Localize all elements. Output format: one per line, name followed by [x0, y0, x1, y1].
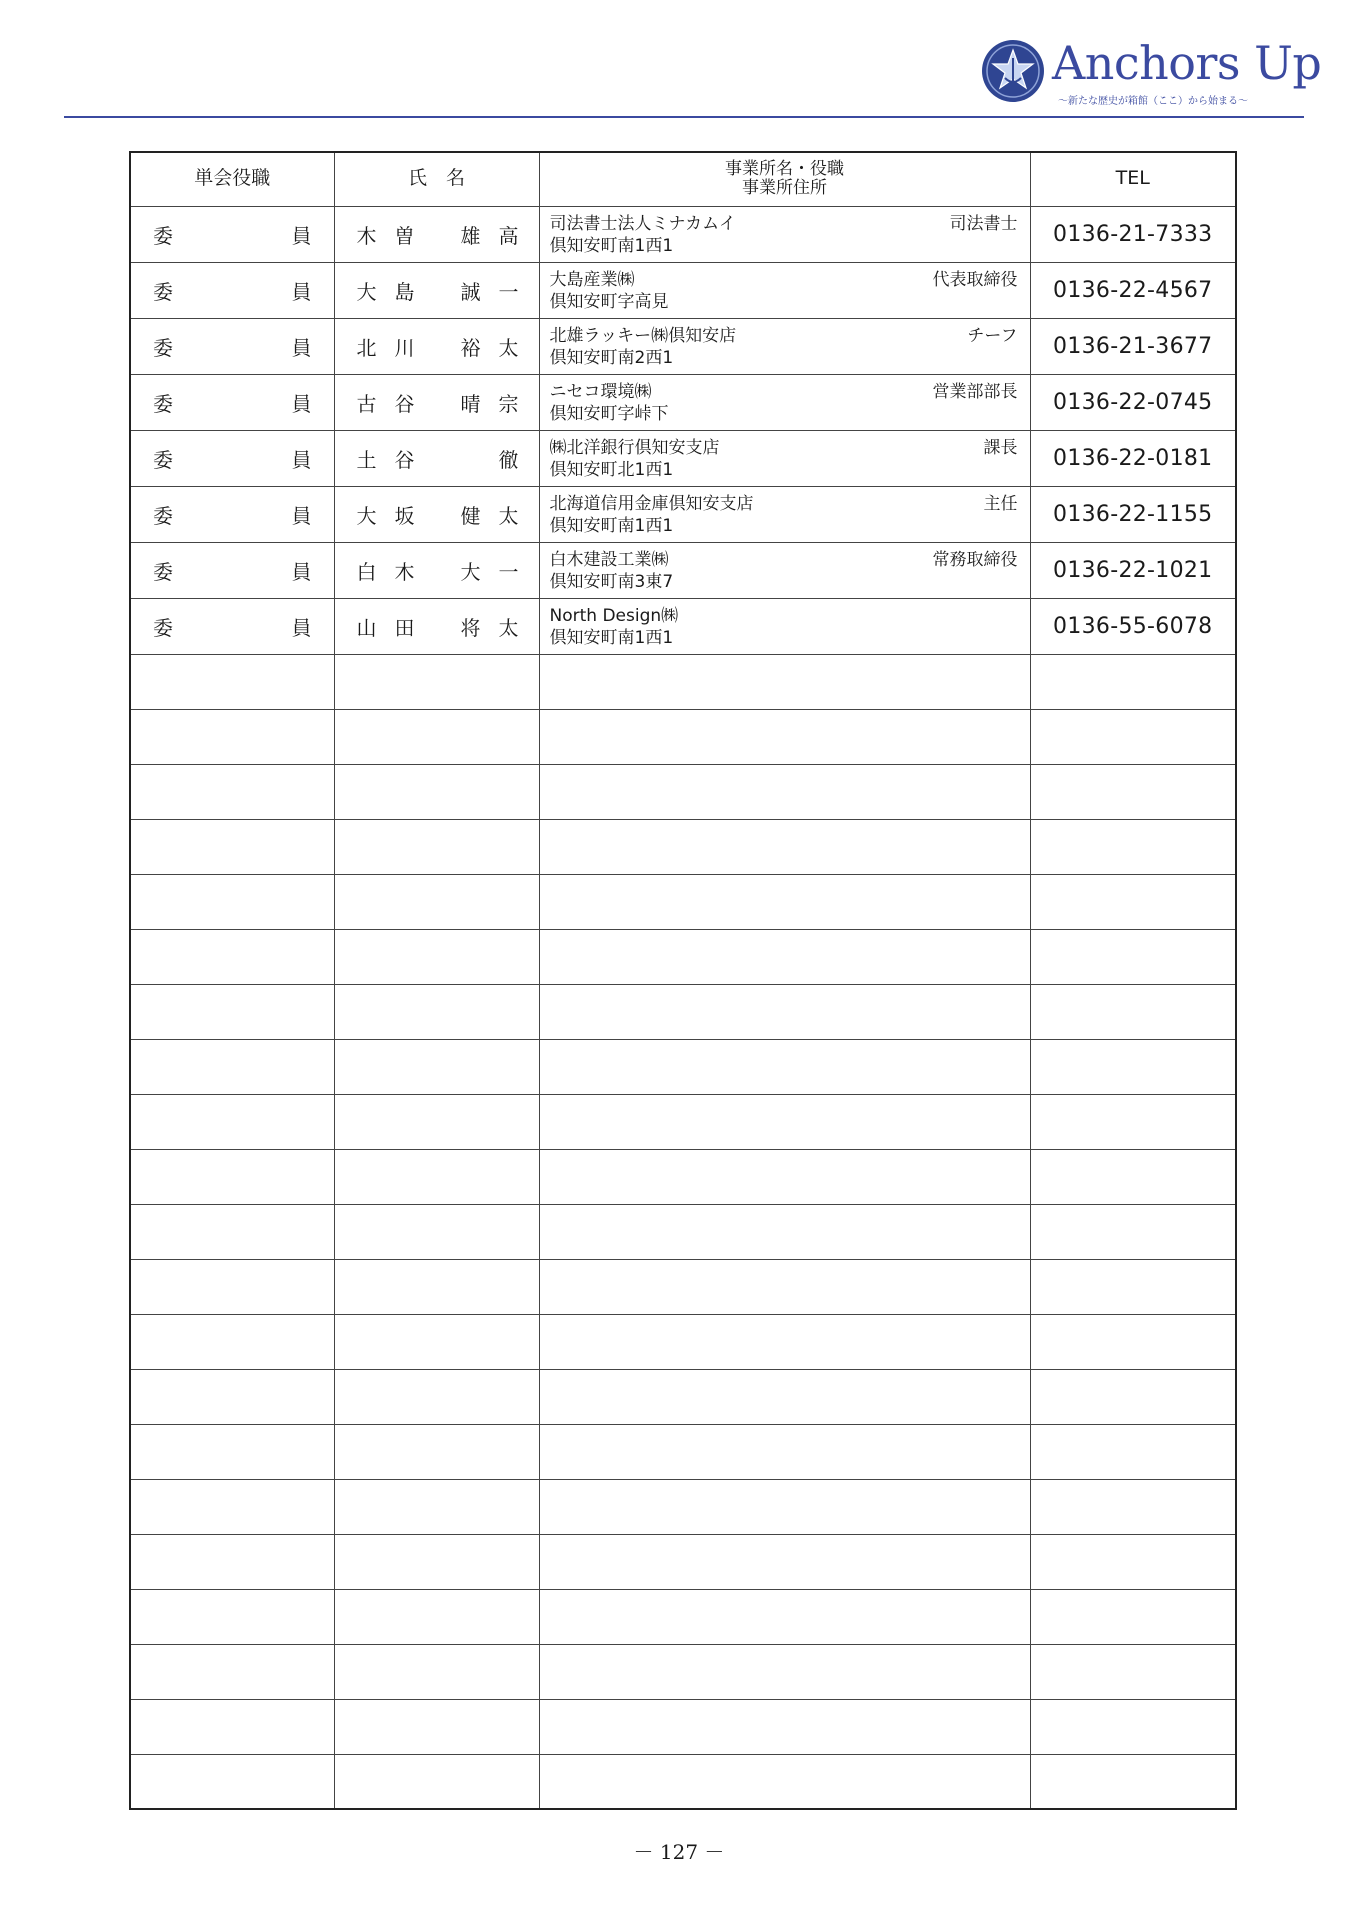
empty-cell	[539, 1754, 1030, 1809]
column-header-tel: TEL	[1030, 152, 1236, 206]
role-char: 委	[153, 391, 173, 416]
empty-cell	[539, 1644, 1030, 1699]
family-name-char: 田	[394, 615, 415, 640]
family-name-char: 山	[356, 615, 377, 640]
empty-cell	[1030, 984, 1236, 1039]
column-header-office	[539, 152, 1030, 206]
company-name: 大島産業㈱	[549, 269, 635, 290]
empty-cell	[539, 1424, 1030, 1479]
table-row-empty	[130, 709, 1236, 764]
empty-cell	[539, 1149, 1030, 1204]
given-name	[461, 612, 519, 641]
role-char: 員	[291, 559, 312, 584]
office-address: 倶知安町南1西1	[549, 627, 674, 648]
company-name: ㈱北洋銀行倶知安支店	[549, 437, 720, 458]
given-name	[461, 500, 519, 529]
role-cell	[130, 206, 334, 262]
empty-cell	[1030, 1204, 1236, 1259]
office-address: 倶知安町南1西1	[549, 515, 674, 536]
empty-cell	[334, 1094, 539, 1149]
empty-cell	[1030, 929, 1236, 984]
given-name-char: 誠	[460, 279, 481, 304]
given-name-char: 一	[498, 279, 519, 304]
given-name-char: 一	[498, 559, 519, 584]
empty-cell	[1030, 1094, 1236, 1149]
family-name-char: 坂	[394, 503, 415, 528]
office-cell	[539, 374, 1030, 430]
given-name-char: 高	[498, 223, 519, 248]
role-char: 委	[153, 335, 173, 360]
empty-cell	[334, 1149, 539, 1204]
company-name: North Design㈱	[549, 605, 679, 626]
empty-cell	[130, 874, 334, 929]
role-char: 員	[291, 447, 312, 472]
table-row-empty	[130, 1204, 1236, 1259]
job-title: 営業部部長	[932, 381, 1018, 402]
logo-tagline: 〜新たな歴史が箱館（ここ）から始まる〜	[1058, 96, 1248, 107]
empty-cell	[539, 819, 1030, 874]
name-cell	[334, 318, 539, 374]
page-number: － 127 －	[633, 1840, 725, 1864]
family-name-char: 土	[356, 447, 377, 472]
table-row	[130, 542, 1236, 598]
empty-cell	[130, 1424, 334, 1479]
empty-cell	[334, 929, 539, 984]
job-title: チーフ	[967, 325, 1018, 346]
job-title: 常務取締役	[932, 549, 1018, 570]
empty-cell	[334, 1314, 539, 1369]
role-char: 委	[153, 503, 173, 528]
given-name-char: 将	[460, 615, 481, 640]
empty-cell	[539, 874, 1030, 929]
empty-cell	[130, 1699, 334, 1754]
tel-cell: 0136-21-7333	[1030, 206, 1236, 262]
empty-cell	[539, 709, 1030, 764]
family-name-char: 木	[356, 223, 377, 248]
empty-cell	[539, 1369, 1030, 1424]
company-name: 北海道信用金庫倶知安支店	[549, 493, 754, 514]
column-header-office-line2: 事業所住所	[742, 178, 827, 199]
empty-cell	[334, 984, 539, 1039]
empty-cell	[539, 654, 1030, 709]
role-char: 員	[291, 615, 312, 640]
empty-cell	[130, 1369, 334, 1424]
given-name-char: 徹	[498, 447, 519, 472]
given-name-char: 宗	[498, 391, 519, 416]
empty-cell	[334, 1424, 539, 1479]
company-name: 北雄ラッキー㈱倶知安店	[549, 325, 737, 346]
empty-cell	[130, 1094, 334, 1149]
role-char: 員	[291, 279, 312, 304]
empty-cell	[130, 764, 334, 819]
table-row	[130, 318, 1236, 374]
table-row-empty	[130, 874, 1236, 929]
role-cell	[130, 430, 334, 486]
office-cell	[539, 486, 1030, 542]
empty-cell	[334, 874, 539, 929]
given-name-char: 太	[498, 503, 519, 528]
office-cell	[539, 318, 1030, 374]
empty-cell	[1030, 1039, 1236, 1094]
tel-cell: 0136-55-6078	[1030, 598, 1236, 654]
table-header-row	[130, 152, 1236, 206]
empty-cell	[130, 654, 334, 709]
table-row-empty	[130, 1644, 1236, 1699]
role-char: 委	[153, 223, 173, 248]
empty-cell	[130, 1204, 334, 1259]
job-title: 代表取締役	[932, 269, 1018, 290]
empty-cell	[130, 1644, 334, 1699]
table-row-empty	[130, 984, 1236, 1039]
office-address: 倶知安町字高見	[549, 291, 669, 312]
empty-cell	[1030, 1149, 1236, 1204]
name-cell	[334, 542, 539, 598]
column-header-name: 氏 名	[334, 152, 539, 206]
tel-cell: 0136-21-3677	[1030, 318, 1236, 374]
family-name	[357, 332, 415, 361]
empty-cell	[1030, 1369, 1236, 1424]
column-header-role: 単会役職	[130, 152, 334, 206]
role-char: 委	[153, 447, 173, 472]
empty-cell	[539, 764, 1030, 819]
table-row	[130, 374, 1236, 430]
office-address: 倶知安町南1西1	[549, 235, 674, 256]
office-cell	[539, 206, 1030, 262]
empty-cell	[334, 1754, 539, 1809]
empty-cell	[334, 1534, 539, 1589]
family-name-char: 大	[356, 503, 377, 528]
header-logo	[980, 34, 1322, 114]
empty-cell	[1030, 1314, 1236, 1369]
member-roster-table	[129, 151, 1237, 1810]
empty-cell	[130, 1314, 334, 1369]
role-char: 委	[153, 559, 173, 584]
tel-cell: 0136-22-4567	[1030, 262, 1236, 318]
role-char: 員	[291, 335, 312, 360]
empty-cell	[539, 1094, 1030, 1149]
family-name	[357, 444, 415, 473]
family-name-char: 木	[394, 559, 415, 584]
empty-cell	[1030, 819, 1236, 874]
name-cell	[334, 486, 539, 542]
family-name-char: 曽	[394, 223, 415, 248]
column-header-office-line1: 事業所名・役職	[725, 158, 844, 179]
company-name: 司法書士法人ミナカムイ	[549, 213, 736, 234]
table-row-empty	[130, 1039, 1236, 1094]
empty-cell	[130, 1754, 334, 1809]
empty-cell	[1030, 1754, 1236, 1809]
empty-cell	[130, 1479, 334, 1534]
role-char: 委	[153, 279, 173, 304]
empty-cell	[130, 929, 334, 984]
name-cell	[334, 598, 539, 654]
table-row-empty	[130, 1754, 1236, 1809]
empty-cell	[539, 1699, 1030, 1754]
empty-cell	[334, 819, 539, 874]
given-name-char: 裕	[460, 335, 481, 360]
company-name: 白木建設工業㈱	[549, 549, 669, 570]
given-name	[461, 556, 519, 585]
empty-cell	[1030, 1534, 1236, 1589]
role-char: 員	[291, 223, 312, 248]
empty-cell	[1030, 1259, 1236, 1314]
table-row-empty	[130, 764, 1236, 819]
empty-cell	[334, 1204, 539, 1259]
table-row-empty	[130, 654, 1236, 709]
header-divider	[64, 116, 1304, 118]
family-name	[357, 220, 415, 249]
name-cell	[334, 206, 539, 262]
family-name-char: 古	[356, 391, 377, 416]
table-row-empty	[130, 929, 1236, 984]
role-char: 委	[153, 615, 173, 640]
family-name-char: 北	[356, 335, 377, 360]
table-row-empty	[130, 1534, 1236, 1589]
family-name-char: 島	[394, 279, 415, 304]
table-row	[130, 486, 1236, 542]
office-address: 倶知安町南2西1	[549, 347, 674, 368]
anchor-star-emblem-icon	[980, 38, 1046, 104]
tel-cell: 0136-22-1155	[1030, 486, 1236, 542]
empty-cell	[1030, 1479, 1236, 1534]
empty-cell	[539, 1589, 1030, 1644]
tel-cell: 0136-22-0745	[1030, 374, 1236, 430]
empty-cell	[130, 984, 334, 1039]
empty-cell	[334, 1369, 539, 1424]
empty-cell	[1030, 1589, 1236, 1644]
role-cell	[130, 318, 334, 374]
family-name	[357, 612, 415, 641]
given-name-char: 太	[498, 335, 519, 360]
office-cell	[539, 542, 1030, 598]
empty-cell	[539, 984, 1030, 1039]
table-row	[130, 430, 1236, 486]
empty-cell	[539, 929, 1030, 984]
role-cell	[130, 374, 334, 430]
empty-cell	[334, 1479, 539, 1534]
table-row-empty	[130, 1699, 1236, 1754]
family-name	[357, 388, 415, 417]
office-cell	[539, 430, 1030, 486]
empty-cell	[130, 819, 334, 874]
table-row-empty	[130, 1589, 1236, 1644]
empty-cell	[539, 1534, 1030, 1589]
table-row	[130, 598, 1236, 654]
empty-cell	[130, 709, 334, 764]
tel-cell: 0136-22-0181	[1030, 430, 1236, 486]
empty-cell	[1030, 1644, 1236, 1699]
empty-cell	[334, 709, 539, 764]
tel-cell: 0136-22-1021	[1030, 542, 1236, 598]
family-name-char: 谷	[394, 391, 415, 416]
family-name-char: 川	[394, 335, 415, 360]
given-name	[461, 388, 519, 417]
family-name	[357, 276, 415, 305]
empty-cell	[130, 1149, 334, 1204]
empty-cell	[1030, 654, 1236, 709]
given-name	[499, 444, 519, 473]
empty-cell	[334, 1644, 539, 1699]
given-name	[461, 332, 519, 361]
given-name-char: 晴	[460, 391, 481, 416]
role-char: 員	[291, 503, 312, 528]
table-row-empty	[130, 819, 1236, 874]
empty-cell	[539, 1039, 1030, 1094]
empty-cell	[1030, 764, 1236, 819]
table-row-empty	[130, 1314, 1236, 1369]
empty-cell	[539, 1259, 1030, 1314]
name-cell	[334, 262, 539, 318]
name-cell	[334, 430, 539, 486]
office-cell	[539, 262, 1030, 318]
role-cell	[130, 486, 334, 542]
office-address: 倶知安町北1西1	[549, 459, 674, 480]
company-name: ニセコ環境㈱	[549, 381, 652, 402]
family-name	[357, 556, 415, 585]
given-name-char: 大	[460, 559, 481, 584]
table-row-empty	[130, 1149, 1236, 1204]
table-body	[130, 206, 1236, 1809]
table-row	[130, 262, 1236, 318]
empty-cell	[539, 1204, 1030, 1259]
empty-cell	[334, 1589, 539, 1644]
role-cell	[130, 598, 334, 654]
office-address: 倶知安町字峠下	[549, 403, 669, 424]
empty-cell	[334, 1699, 539, 1754]
empty-cell	[1030, 1699, 1236, 1754]
office-address: 倶知安町南3東7	[549, 571, 674, 592]
empty-cell	[130, 1534, 334, 1589]
empty-cell	[130, 1039, 334, 1094]
table-row-empty	[130, 1369, 1236, 1424]
table-row	[130, 206, 1236, 262]
family-name-char: 谷	[394, 447, 415, 472]
name-cell	[334, 374, 539, 430]
empty-cell	[1030, 709, 1236, 764]
logo-title: Anchors Up	[1052, 36, 1322, 90]
table-row-empty	[130, 1094, 1236, 1149]
job-title: 主任	[983, 493, 1018, 514]
table-row-empty	[130, 1479, 1236, 1534]
job-title: 課長	[983, 437, 1018, 458]
family-name-char: 白	[356, 559, 377, 584]
empty-cell	[334, 764, 539, 819]
office-cell	[539, 598, 1030, 654]
given-name-char: 太	[498, 615, 519, 640]
given-name	[461, 220, 519, 249]
empty-cell	[334, 1039, 539, 1094]
job-title: 司法書士	[949, 213, 1018, 234]
given-name-char: 健	[460, 503, 481, 528]
table-row-empty	[130, 1424, 1236, 1479]
empty-cell	[130, 1259, 334, 1314]
family-name-char: 大	[356, 279, 377, 304]
role-cell	[130, 262, 334, 318]
family-name	[357, 500, 415, 529]
role-cell	[130, 542, 334, 598]
empty-cell	[1030, 874, 1236, 929]
empty-cell	[130, 1589, 334, 1644]
empty-cell	[539, 1314, 1030, 1369]
empty-cell	[334, 1259, 539, 1314]
given-name	[461, 276, 519, 305]
empty-cell	[539, 1479, 1030, 1534]
empty-cell	[334, 654, 539, 709]
empty-cell	[1030, 1424, 1236, 1479]
table-row-empty	[130, 1259, 1236, 1314]
given-name-char: 雄	[460, 223, 481, 248]
role-char: 員	[291, 391, 312, 416]
